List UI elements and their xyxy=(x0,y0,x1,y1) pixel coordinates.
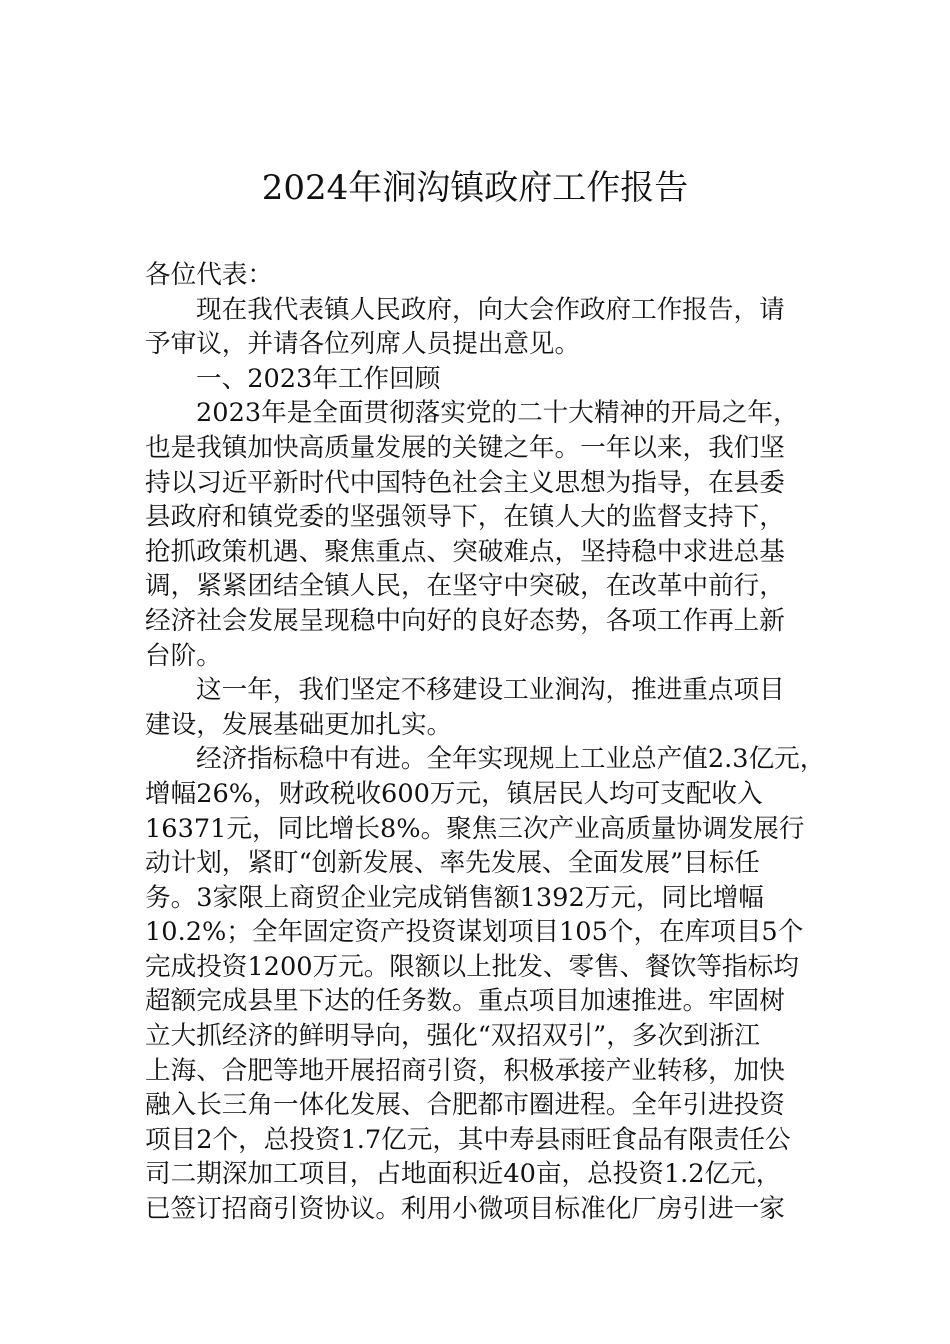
paragraph-line: 2023年是全面贯彻落实党的二十大精神的开局之年， xyxy=(196,398,799,429)
paragraph-line: 司二期深加工项目，占地面积近40亩，总投资1.2亿元， xyxy=(145,1159,782,1190)
paragraph-line: 县政府和镇党委的坚强领导下，在镇人大的监督支持下， xyxy=(145,502,785,533)
paragraph-line: 立大抓经济的鲜明导向，强化“双招双引”，多次到浙江 xyxy=(145,1021,760,1052)
paragraph-line: 调，紧紧团结全镇人民，在坚守中突破，在改革中前行， xyxy=(145,571,785,602)
paragraph-line: 台阶。 xyxy=(145,640,222,671)
paragraph-line: 抢抓政策机遇、聚焦重点、突破难点，坚持稳中求进总基 xyxy=(145,536,785,567)
paragraph-line: 超额完成县里下达的任务数。重点项目加速推进。牢固树 xyxy=(145,986,785,1017)
document-body xyxy=(145,258,826,1227)
paragraph-line: 完成投资1200万元。限额以上批发、零售、餐饮等指标均 xyxy=(145,951,799,982)
paragraph-line: 一、2023年工作回顾 xyxy=(196,363,441,394)
paragraph-line: 经济指标稳中有进。全年实现规上工业总产值2.3亿元， xyxy=(196,744,826,775)
paragraph-line: 经济社会发展呈现稳中向好的良好态势，各项工作再上新 xyxy=(145,605,785,636)
paragraph-line: 各位代表： xyxy=(145,260,273,290)
paragraph-line: 动计划，紧盯“创新发展、率先发展、全面发展”目标任 xyxy=(145,848,760,879)
paragraph-line: 这一年，我们坚定不移建设工业涧沟，推进重点项目 xyxy=(196,675,785,706)
paragraph-line: 持以习近平新时代中国特色社会主义思想为指导，在县委 xyxy=(145,467,785,498)
paragraph-line: 上海、合肥等地开展招商引资，积极承接产业转移，加快 xyxy=(145,1055,785,1086)
paragraph-line: 10.2%；全年固定资产投资谋划项目105个，在库项目5个 xyxy=(145,917,804,948)
paragraph-line: 建设，发展基础更加扎实。 xyxy=(145,709,453,740)
document-title: 2024年涧沟镇政府工作报告 xyxy=(261,168,689,208)
paragraph-line: 予审议，并请各位列席人员提出意见。 xyxy=(145,329,581,360)
paragraph-line: 也是我镇加快高质量发展的关键之年。一年以来，我们坚 xyxy=(145,432,785,463)
paragraph-line: 现在我代表镇人民政府，向大会作政府工作报告，请 xyxy=(196,294,785,325)
paragraph-line: 务。3家限上商贸企业完成销售额1392万元，同比增幅 xyxy=(145,882,764,913)
paragraph-line: 已签订招商引资协议。利用小微项目标准化厂房引进一家 xyxy=(145,1194,785,1225)
paragraph-line: 项目2个，总投资1.7亿元，其中寿县雨旺食品有限责任公 xyxy=(145,1124,791,1155)
paragraph-line: 16371元，同比增长8%。聚焦三次产业高质量协调发展行 xyxy=(145,813,805,844)
paragraph-line: 融入长三角一体化发展、合肥都市圈进程。全年引进投资 xyxy=(145,1090,785,1121)
paragraph-line: 增幅26%，财政税收600万元，镇居民人均可支配收入 xyxy=(145,778,763,809)
